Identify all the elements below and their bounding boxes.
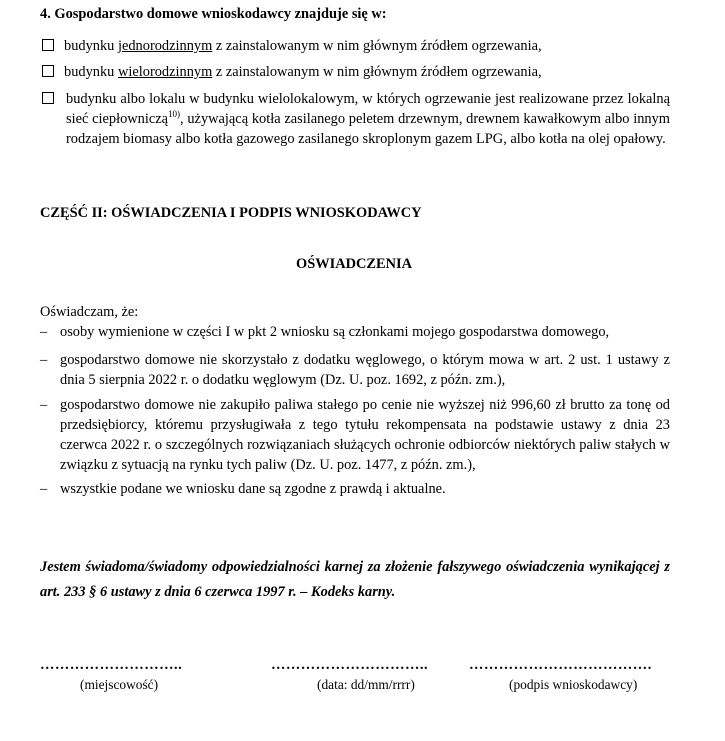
checkbox[interactable] <box>42 65 54 77</box>
place-caption: (miejscowość) <box>80 677 159 692</box>
statements-heading: OŚWIADCZENIA <box>296 256 412 272</box>
date-signature-line[interactable]: ………………………….. <box>271 657 429 673</box>
option-label: budynku albo lokalu w budynku wielolokalowym, w których ogrzewanie jest realizowane przez lokalną sieć ciepłowniczą$^{10)}$, używającą kotła zasilanego peletem drzewnym, drewnem kawałkowym albo innym rodzajem biomasy albo kotła gazowego zasilanego skroplonym gazem LPG, albo kotła na olej opałowy. <box>66 91 670 147</box>
checkbox[interactable] <box>42 39 54 51</box>
date-caption: (data: dd/mm/rrrr) <box>317 677 415 692</box>
applicant-signature-line[interactable]: ………………………………. <box>469 657 652 673</box>
option-district-heating[interactable] <box>42 89 670 169</box>
statements-intro: Oświadczam, że: <box>40 304 139 320</box>
section-4-title: 4. Gospodarstwo domowe wnioskodawcy znajduje się w: <box>40 6 387 22</box>
option-single-family[interactable] <box>42 36 670 56</box>
checkbox[interactable] <box>42 92 54 104</box>
place-signature-line[interactable]: ……………………….. <box>40 657 183 673</box>
option-label: budynku wielorodzinnym z zainstalowanym w nim głównym źródłem ogrzewania, <box>64 64 542 80</box>
signature-caption: (podpis wnioskodawcy) <box>509 677 638 692</box>
option-multi-family[interactable] <box>42 62 670 82</box>
criminal-liability-warning: Jestem świadoma/świadomy odpowiedzialności karnej za złożenie fałszywego oświadczenia wynikającej z art. 233 § 6 ustawy z dnia 6 czerwca 1997 r. – Kodeks karny. <box>40 559 670 600</box>
option-label: budynku jednorodzinnym z zainstalowanym w nim głównym źródłem ogrzewania, <box>64 38 542 54</box>
part-2-title: CZĘŚĆ II: OŚWIADCZENIA I PODPIS WNIOSKODAWCY <box>40 205 422 221</box>
